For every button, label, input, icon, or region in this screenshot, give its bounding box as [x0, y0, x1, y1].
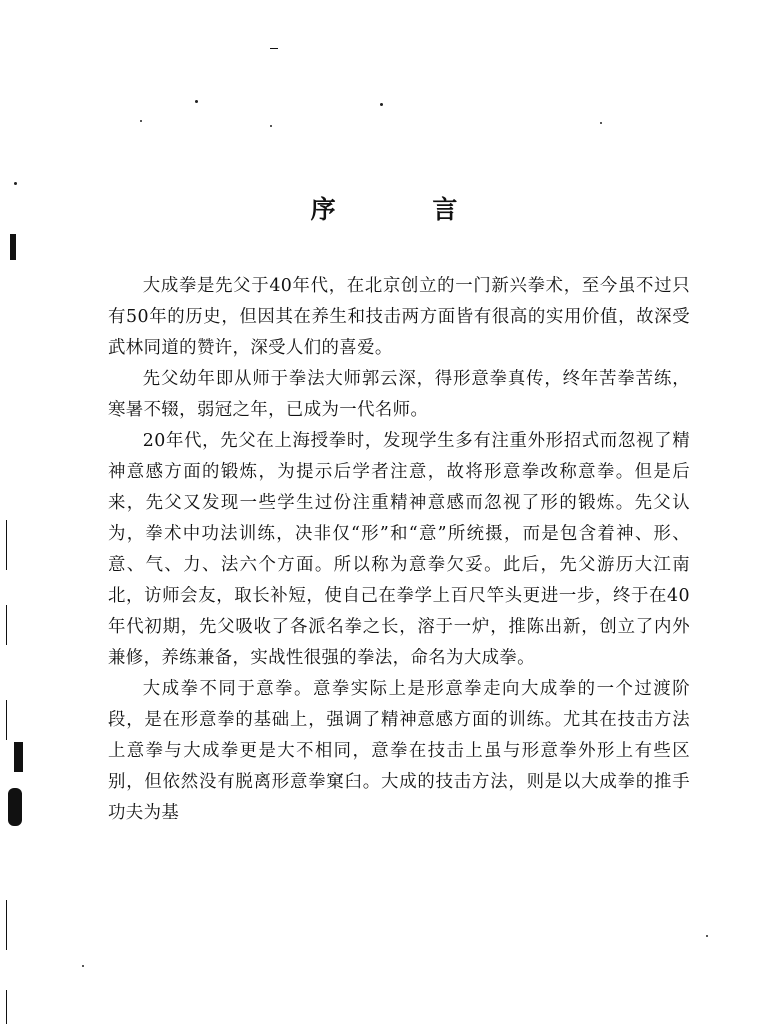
scan-mark	[6, 990, 7, 1024]
scan-dot	[195, 100, 198, 103]
page-title: 序 言	[310, 195, 502, 224]
scan-mark	[6, 900, 7, 950]
scan-dot	[82, 965, 84, 967]
scan-mark	[8, 788, 22, 826]
scan-mark	[6, 520, 7, 570]
scan-dot	[140, 120, 142, 122]
scan-mark	[6, 605, 7, 645]
paragraph: 先父幼年即从师于拳法大师郭云深，得形意拳真传，终年苦拳苦练，寒暑不辍，弱冠之年，已成为一代名师。	[108, 369, 690, 420]
scan-dot	[380, 103, 383, 106]
scan-mark	[6, 700, 7, 740]
paragraph: 大成拳不同于意拳。意拳实际上是形意拳走向大成拳的一个过渡阶段，是在形意拳的基础上，强调了精神意感方面的训练。尤其在技击方法上意拳与大成拳更是大不相同，意拳在技击上虽与形意拳外形上有些区别，但依然没有脱离形意拳窠臼。大成的技击方法，则是以大成拳的推手功夫为基	[108, 679, 690, 823]
paragraph: 20年代，先父在上海授拳时，发现学生多有注重外形招式而忽视了精神意感方面的锻炼，为提示后学者注意，故将形意拳改称意拳。但是后来，先父又发现一些学生过份注重精神意感而忽视了形的锻炼。先父认为，拳术中功法训练，决非仅“形”和“意”所统摄，而是包含着神、形、意、气、力、法六个方面。所以称为意拳欠妥。此后，先父游历大江南北，访师会友，取长补短，使自己在拳学上百尺竿头更进一步，终于在40年代初期，先父吸收了各派名拳之长，溶于一炉，推陈出新，创立了内外兼修，养练兼备，实战性很强的拳法，命名为大成拳。	[108, 431, 690, 668]
scan-dot	[14, 182, 17, 185]
paragraph: 大成拳是先父于40年代，在北京创立的一门新兴拳术，至今虽不过只有50年的历史，但因其在养生和技击两方面皆有很高的实用价值，故深受武林同道的赞许，深受人们的喜爱。	[108, 276, 690, 358]
scan-dot	[270, 125, 272, 127]
body-text	[108, 271, 690, 829]
scan-mark	[14, 742, 23, 772]
scan-dot	[600, 122, 602, 124]
scan-mark	[10, 234, 16, 260]
scan-mark	[270, 48, 278, 49]
scan-dot	[706, 935, 708, 937]
